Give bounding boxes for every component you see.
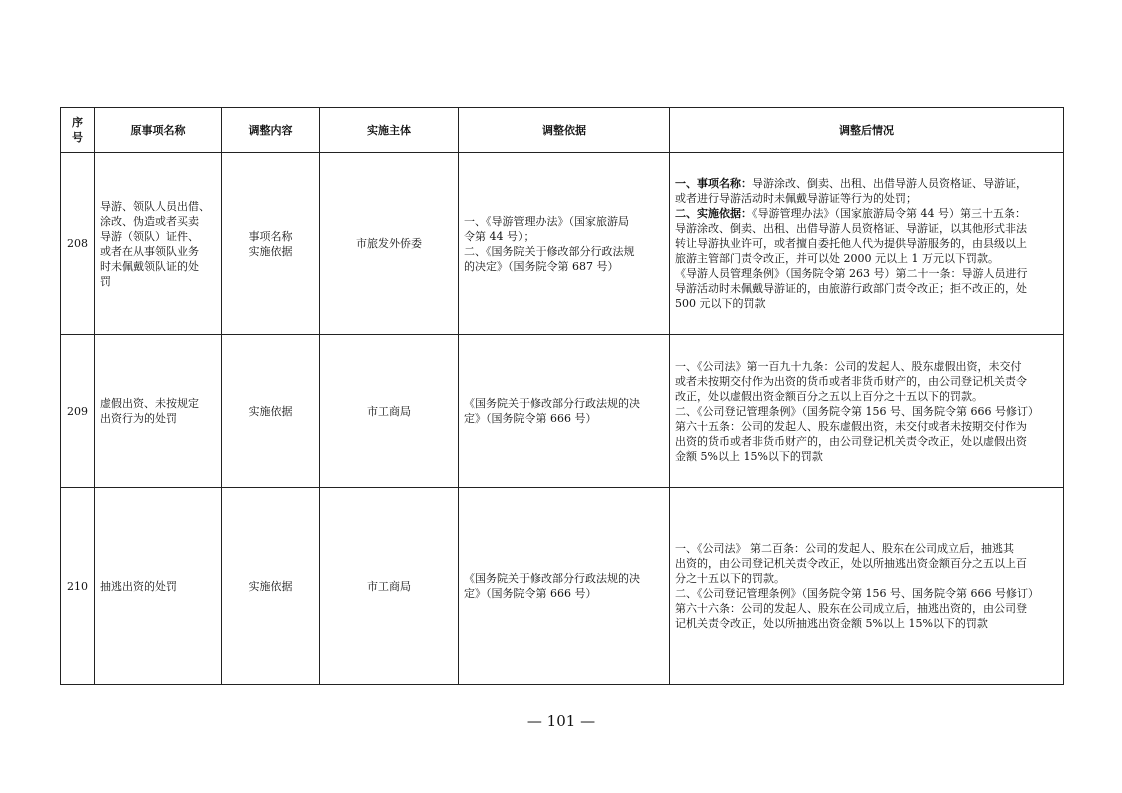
implementing-subject: 市工商局	[320, 488, 459, 685]
post-adjustment-status: 一、事项名称：导游涂改、倒卖、出租、出借导游人员资格证、导游证， 或者进行导游活动时未佩戴导游证等行为的处罚； 二、实施依据：《导游管理办法》（国家旅游局令第 44 号）第三十五条： 导游涂改、倒卖、出租、出借导游人员资格证、导游证，以其他形式非法 转让导游执业许可，或者擅自委托他人代为提供导游服务的，由县级以上 旅游主管部门责令改正，并可以处 2000 元以上 1 万元以下罚款。 《导游人员管理条例》（国务院令第 263 号）第二十一条：导游人员进行 导游活动时未佩戴导游证的，由旅游行政部门责令改正；拒不改正的，处 500 元以下的罚款	[670, 153, 1064, 335]
row-number: 208	[61, 153, 95, 335]
table-row	[61, 488, 1064, 685]
table-header-row	[61, 108, 1064, 153]
implementing-subject: 市工商局	[320, 335, 459, 488]
adjust-content: 实施依据	[222, 335, 320, 488]
adjustment-table	[60, 107, 1064, 685]
post-adjustment-status: 一、《公司法》 第二百条：公司的发起人、股东在公司成立后，抽逃其 出资的，由公司登记机关责令改正，处以所抽逃出资金额百分之五以上百 分之十五以下的罚款。 二、《公司登记管理条例》（国务院令第 156 号、国务院令第 666 号修订） 第六十六条：公司的发起人、股东在公司成立后，抽逃出资的，由公司登 记机关责令改正，处以所抽逃出资金额 5%以上 15%以下的罚款	[670, 488, 1064, 685]
page-number: — 101 —	[526, 712, 596, 730]
header-subject: 实施主体	[320, 108, 459, 153]
table-row	[61, 153, 1064, 335]
header-no: 序 号	[61, 108, 95, 153]
adjust-content: 实施依据	[222, 488, 320, 685]
adjust-basis: 《国务院关于修改部分行政法规的决 定》（国务院令第 666 号）	[459, 488, 670, 685]
adjust-basis: 《国务院关于修改部分行政法规的决 定》（国务院令第 666 号）	[459, 335, 670, 488]
table-row	[61, 335, 1064, 488]
post-adjustment-status: 一、《公司法》第一百九十九条：公司的发起人、股东虚假出资，未交付 或者未按期交付作为出资的货币或者非货币财产的，由公司登记机关责令 改正，处以虚假出资金额百分之五以上百分之十五以下的罚款。 二、《公司登记管理条例》（国务院令第 156 号、国务院令第 666 号修订） 第六十五条：公司的发起人、股东虚假出资，未交付或者未按期交付作为 出资的货币或者非货币财产的，由公司登记机关责令改正，处以虚假出资 金额 5%以上 15%以下的罚款	[670, 335, 1064, 488]
adjust-basis: 一、《导游管理办法》（国家旅游局 令第 44 号）； 二、《国务院关于修改部分行政法规 的决定》（国务院令第 687 号）	[459, 153, 670, 335]
original-item-name: 导游、领队人员出借、 涂改、伪造或者买卖 导游（领队）证件、 或者在从事领队业务 时未佩戴领队证的处 罚	[95, 153, 222, 335]
header-original-item: 原事项名称	[95, 108, 222, 153]
original-item-name: 虚假出资、未按规定 出资行为的处罚	[95, 335, 222, 488]
implementing-subject: 市旅发外侨委	[320, 153, 459, 335]
header-after: 调整后情况	[670, 108, 1064, 153]
header-basis: 调整依据	[459, 108, 670, 153]
item-name-label: 一、事项名称：	[675, 177, 752, 190]
basis-label: 二、实施依据：	[675, 207, 752, 220]
header-adjust-content: 调整内容	[222, 108, 320, 153]
original-item-name: 抽逃出资的处罚	[95, 488, 222, 685]
adjust-content: 事项名称 实施依据	[222, 153, 320, 335]
row-number: 210	[61, 488, 95, 685]
row-number: 209	[61, 335, 95, 488]
